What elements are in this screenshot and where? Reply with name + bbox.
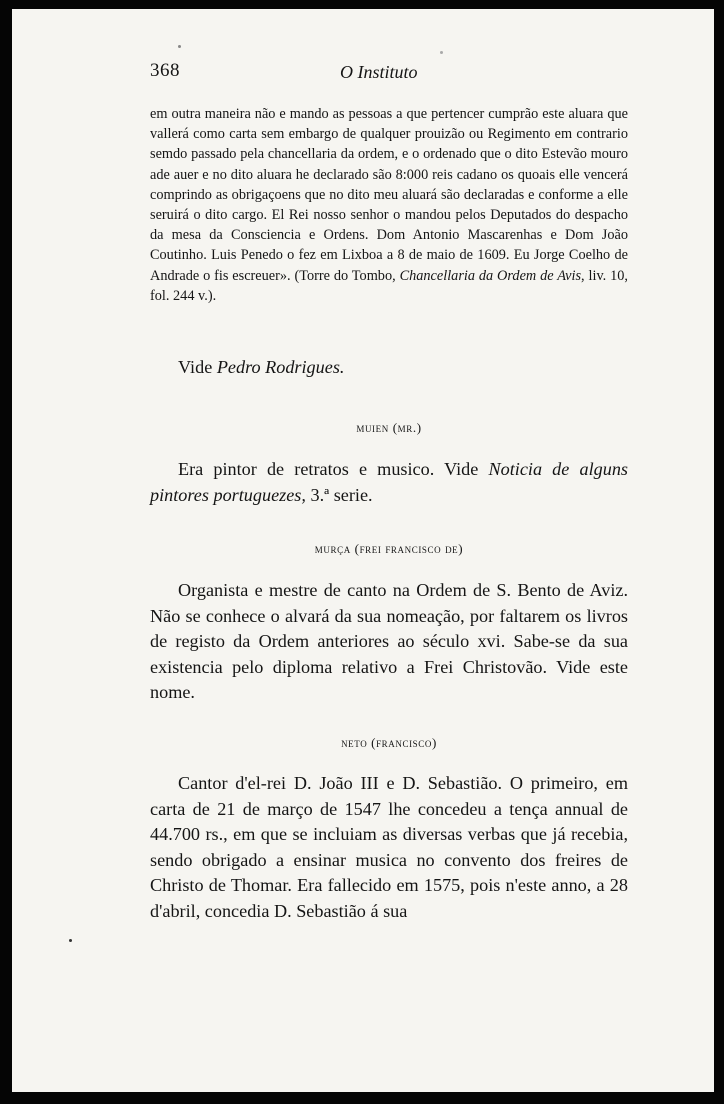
running-head (150, 60, 628, 90)
scan-speck (69, 939, 72, 942)
entry-text-before: Era pintor de retratos e musico. Vide (178, 459, 489, 479)
vide-reference (150, 355, 628, 381)
running-title: O Instituto (340, 62, 418, 82)
entry-body-neto (150, 771, 628, 925)
excerpt-text-after-source: , liv. 10, fol. 244 v.). (150, 267, 628, 304)
entry-paragraph-muien (150, 457, 628, 508)
excerpt-source-title: Chancellaria da Ordem de Avis (399, 267, 582, 284)
entry-heading-murca: murça (frei francisco de) (314, 541, 464, 556)
vide-name: Pedro Rodrigues. (216, 357, 345, 377)
entry-paragraph-neto: Cantor d'el-rei D. João III e D. Sebastião. O primeiro, em carta de 21 de março de 1547 lhe concedeu a tença annual de 44.700 rs., em que se incluiam as diversas verbas que já recebia, sendo obrigado a ensinar musica no convento dos freires de Christo de Thomar. Era fallecido em 1575, pois n'este anno, a 28 d'abril, concedia D. Sebastião á sua (150, 773, 628, 921)
scan-border-left (0, 0, 12, 1104)
vide-prefix: Vide (178, 357, 217, 377)
scan-border-right (714, 0, 724, 1104)
excerpt-text-before-source: em outra maneira não e mando as pessoas a que pertencer cumprão este aluara que vallerá como carta sem embargo de qualquer prouizão ou Regimento em contrario semdo passado pela chancellaria da ordem, e o ordenado que o dito Estevão mouro ade auer e no dito aluara he declarado são 8:000 reis cadano os quoais elle vencerá comprindo as obrigaçoens que no dito meu aluará são declaradas e conforme a elle seruirá o dito cargo. El Rei nosso senhor o mandou pelos Deputados do despacho da mesa da Consciencia e Ordens. Dom Antonio Mascarenhas e Dom João Coutinho. Luis Penedo o fez em Lixboa a 8 de maio de 1609. Eu Jorge Coelho de Andrade o fis escreuer». (Torre do Tombo, (150, 106, 628, 284)
scan-speck (440, 51, 443, 54)
document-excerpt-text (150, 104, 628, 306)
vide-line (150, 355, 628, 381)
entry-body-murca (150, 578, 628, 706)
entry-body-muien (150, 457, 628, 508)
entry-text-after: 3.ª serie. (305, 484, 373, 505)
scan-speck (178, 45, 181, 48)
scan-border-top (0, 0, 724, 9)
entry-heading-neto: neto (francisco) (341, 735, 437, 750)
page-number: 368 (150, 60, 180, 81)
document-excerpt (150, 104, 628, 306)
entry-paragraph-murca: Organista e mestre de canto na Ordem de S. Bento de Aviz. Não se conhece o alvará da sua nomeação, por faltarem os livros de registo da Ordem anteriores ao século xvi. Sabe-se da sua existencia pelo diploma relativo a Frei Christovão. Vide este nome. (150, 580, 628, 703)
entry-reference-title: Noticia de alguns pintores portuguezes, (150, 459, 628, 505)
scan-border-bottom (0, 1092, 724, 1104)
entry-heading-muien: muien (mr.) (356, 420, 422, 435)
